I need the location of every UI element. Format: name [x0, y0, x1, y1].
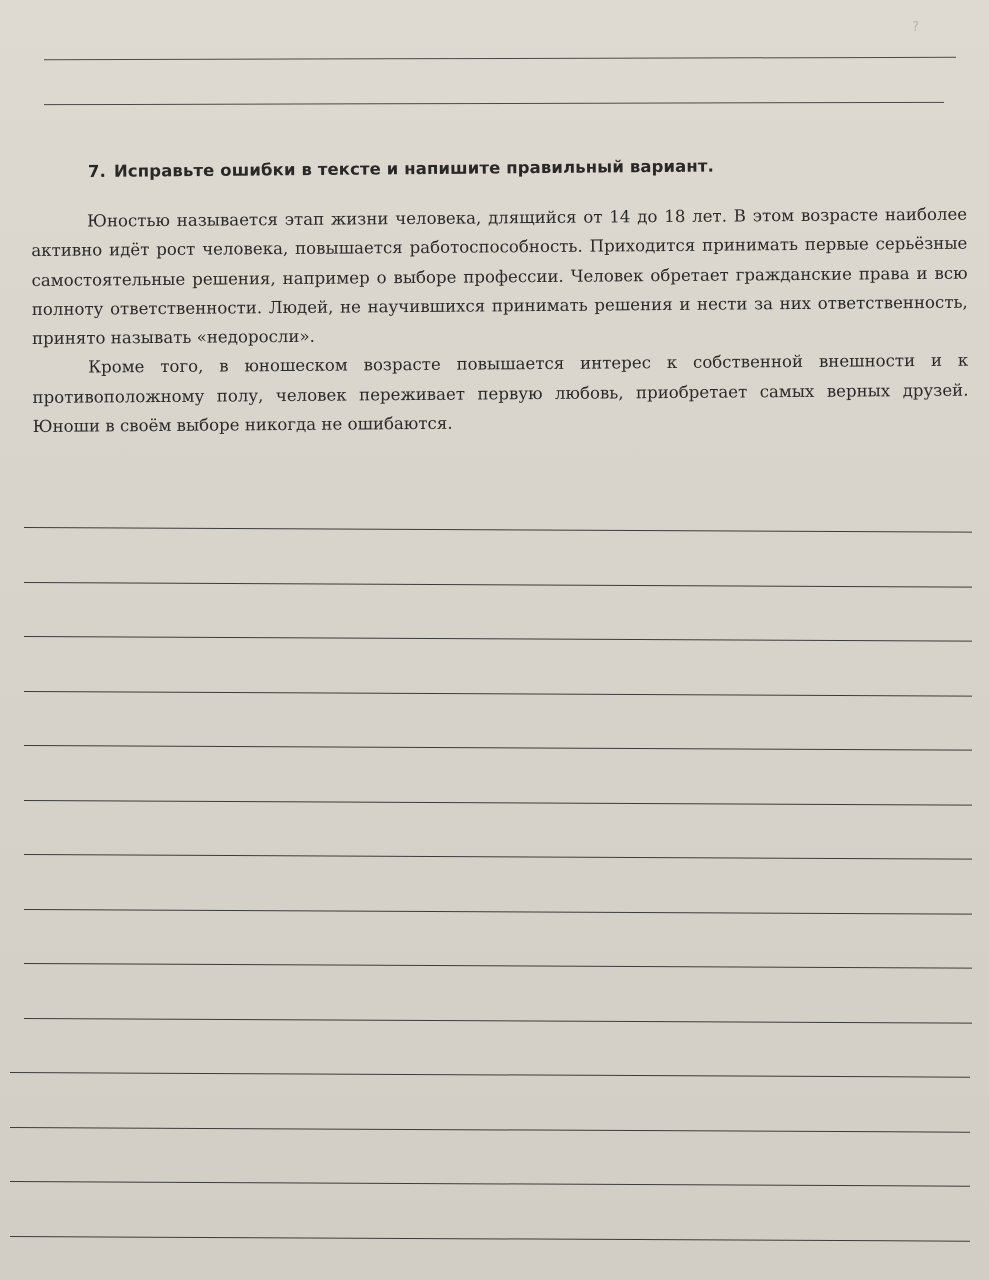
answer-line[interactable] [24, 909, 972, 915]
answer-line[interactable] [24, 582, 972, 588]
answer-line[interactable] [24, 636, 972, 642]
answer-line[interactable] [10, 1181, 970, 1187]
answer-line[interactable] [24, 854, 972, 860]
text-paragraph: Кроме того, в юношеском возрасте повышается интерес к собственной внешности и к противоположному полу, человек переживает первую любовь, приобретает самых верных друзей. Юноши в своём выборе никогда не ошибаются. [32, 351, 969, 437]
answer-line[interactable] [24, 800, 972, 806]
answer-line[interactable] [24, 745, 972, 751]
text-paragraph: Юностью называется этап жизни человека, длящийся от 14 до 18 лет. В этом возрасте наиболее активно идёт рост человека, повышается работоспособность. Приходится принимать первые серьёзные самостоятельные решения, например о выборе профессии. Человек обретает гражданские права и всю полноту ответственности. Людей, не научившихся принимать решения и нести за них ответственность, принято называть «недоросли». [31, 204, 968, 349]
task-number: 7. [87, 161, 107, 181]
task-header [88, 155, 908, 181]
answer-line[interactable] [24, 1018, 972, 1024]
task-text [31, 200, 969, 442]
answer-line[interactable] [10, 1236, 970, 1242]
answer-line[interactable] [24, 691, 972, 697]
task-instruction: Исправьте ошибки в тексте и напишите правильный вариант. [113, 156, 714, 181]
answer-line-previous-task [44, 102, 944, 105]
answer-line[interactable] [10, 1127, 970, 1133]
answer-line-previous-task [44, 57, 956, 60]
answer-line[interactable] [10, 1072, 970, 1078]
corner-mark: ? [912, 20, 919, 35]
answer-line[interactable] [24, 527, 972, 533]
answer-line[interactable] [24, 963, 972, 969]
